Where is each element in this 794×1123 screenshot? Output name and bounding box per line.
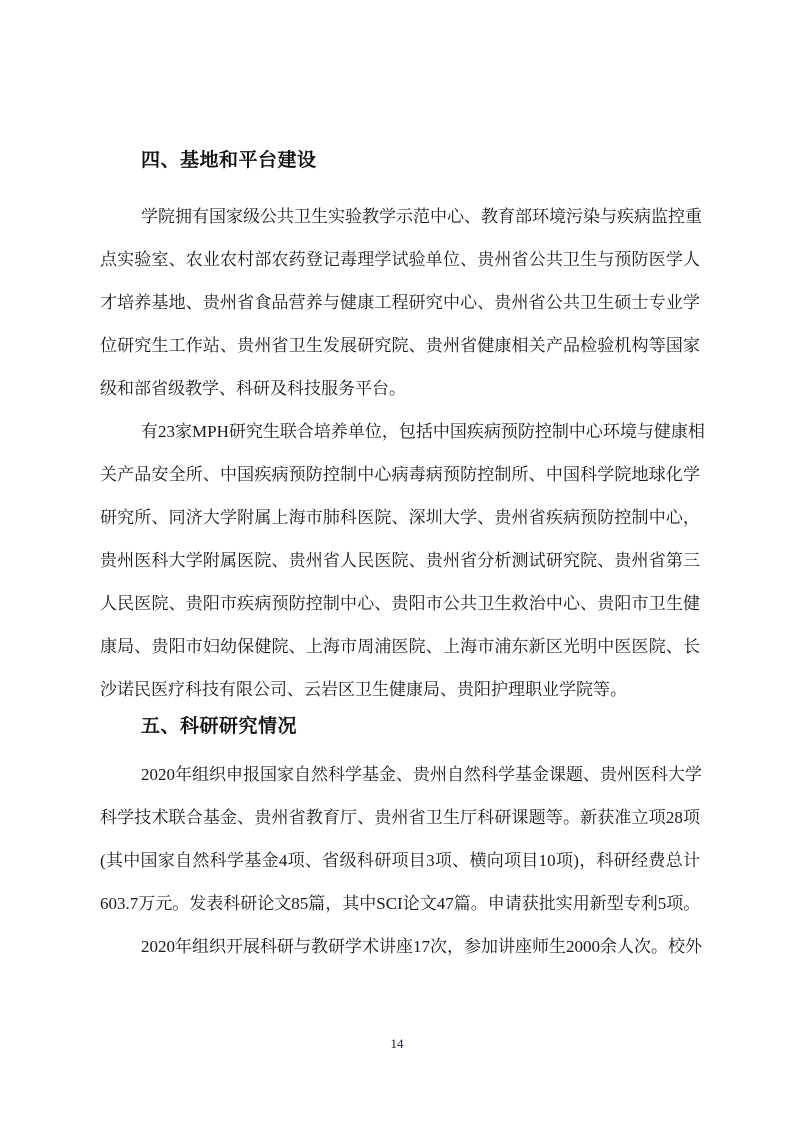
body-line: 康局、贵阳市妇幼保健院、上海市周浦医院、上海市浦东新区光明中医医院、长 [100, 637, 700, 656]
body-line: 位研究生工作站、贵州省卫生发展研究院、贵州省健康相关产品检验机构等国家 [100, 336, 700, 355]
body-line: 研究所、同济大学附属上海市肺科医院、深圳大学、贵州省疾病预防控制中心， [100, 508, 700, 527]
page-number: 14 [390, 1036, 404, 1051]
body-line: 沙诺民医疗科技有限公司、云岩区卫生健康局、贵阳护理职业学院等。 [100, 680, 627, 699]
body-line: 才培养基地、贵州省食品营养与健康工程研究中心、贵州省公共卫生硕士专业学 [100, 293, 700, 312]
body-line: 人民医院、贵阳市疾病预防控制中心、贵阳市公共卫生救治中心、贵阳市卫生健 [100, 594, 700, 613]
body-text-block-2 [100, 753, 700, 968]
body-line: 学院拥有国家级公共卫生实验教学示范中心、教育部环境污染与疾病监控重 [141, 207, 702, 226]
body-line: 2020年组织开展科研与教研学术讲座17次，参加讲座师生2000余人次。校外 [141, 937, 702, 956]
body-line: 贵州医科大学附属医院、贵州省人民医院、贵州省分析测试研究院、贵州省第三 [100, 551, 700, 570]
section-heading-bases-platforms: 四、基地和平台建设 [141, 150, 317, 171]
body-text-block-1 [100, 195, 705, 711]
body-line: 点实验室、农业农村部农药登记毒理学试验单位、贵州省公共卫生与预防医学人 [100, 250, 700, 269]
body-line: 科学技术联合基金、贵州省教育厅、贵州省卫生厅科研课题等。新获准立项28项 [100, 808, 700, 827]
body-line: (其中国家自然科学基金4项、省级科研项目3项、横向项目10项)，科研经费总计 [100, 851, 700, 870]
body-line: 有23家MPH研究生联合培养单位，包括中国疾病预防控制中心环境与健康相 [141, 422, 705, 441]
body-line: 2020年组织申报国家自然科学基金、贵州自然科学基金课题、贵州医科大学 [141, 765, 702, 784]
body-line: 级和部省级教学、科研及科技服务平台。 [100, 379, 406, 398]
section-heading-research: 五、科研研究情况 [141, 716, 298, 737]
body-line: 603.7万元。发表科研论文85篇，其中SCI论文47篇。申请获批实用新型专利5项。 [100, 894, 701, 913]
body-line: 关产品安全所、中国疾病预防控制中心病毒病预防控制所、中国科学院地球化学 [100, 465, 700, 484]
